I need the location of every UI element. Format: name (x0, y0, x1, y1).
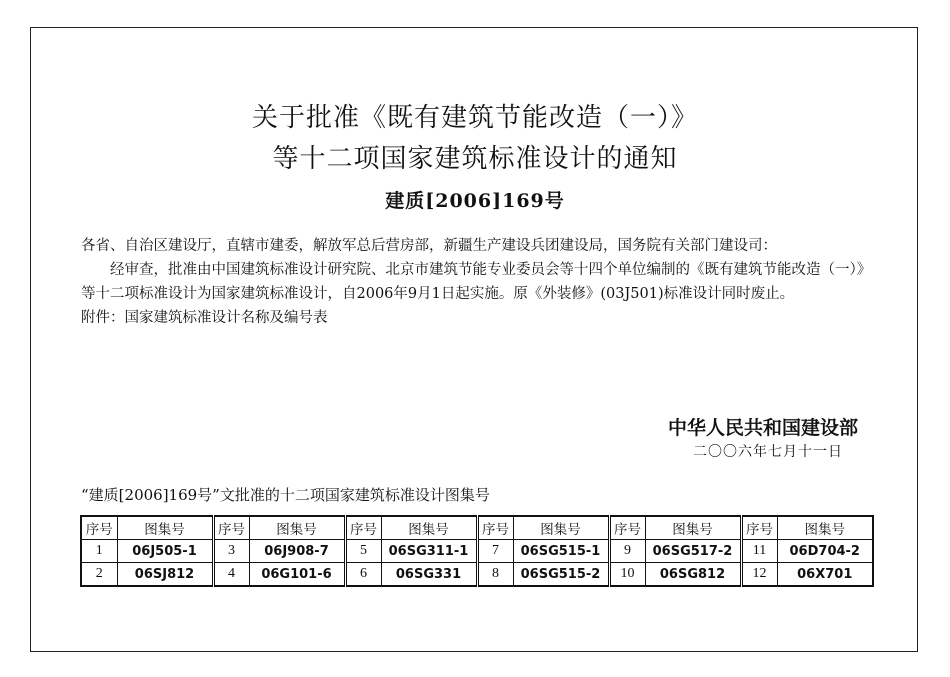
seq-cell: 11 (741, 540, 777, 563)
atlas-code-cell: 06SG311-1 (381, 540, 477, 563)
notice-body (81, 234, 881, 330)
notice-title-line2: 等十二项国家建筑标准设计的通知 (272, 144, 678, 174)
header-code: 图集号 (381, 516, 477, 540)
notice-title-line1: 关于批准《既有建筑节能改造（一）》 (251, 103, 698, 133)
atlas-code-cell: 06G101-6 (249, 563, 345, 587)
header-code: 图集号 (117, 516, 213, 540)
table-row (81, 563, 873, 587)
header-seq: 序号 (477, 516, 513, 540)
header-seq: 序号 (741, 516, 777, 540)
addressee-paragraph: 各省、自治区建设厅，直辖市建委，解放军总后营房部，新疆生产建设兵团建设局，国务院有关部门建设司： (81, 238, 777, 254)
issue-date: 二〇〇六年七月十一日 (693, 444, 843, 460)
atlas-code-cell: 06SJ812 (117, 563, 213, 587)
table-row (81, 540, 873, 563)
atlas-code-cell: 06SG812 (645, 563, 741, 587)
approval-paragraph: 经审查，批准由中国建筑标准设计研究院、北京市建筑节能专业委员会等十四个单位编制的《既有建筑节能改造（一）》等十二项标准设计为国家建筑标准设计，自2006年9月1日起实施。原《外装修》(03J501)标准设计同时废止。 (81, 262, 872, 302)
atlas-code-cell: 06X701 (777, 563, 873, 587)
document-number: 建质[2006]169号 (385, 190, 565, 212)
header-seq: 序号 (213, 516, 249, 540)
seq-cell: 1 (81, 540, 117, 563)
header-code: 图集号 (513, 516, 609, 540)
atlas-code-cell: 06J908-7 (249, 540, 345, 563)
atlas-code-cell: 06SG517-2 (645, 540, 741, 563)
seq-cell: 2 (81, 563, 117, 587)
header-code: 图集号 (777, 516, 873, 540)
atlas-code-cell: 06D704-2 (777, 540, 873, 563)
table-caption: “建质[2006]169号”文批准的十二项国家建筑标准设计图集号 (81, 486, 490, 504)
seq-cell: 10 (609, 563, 645, 587)
header-seq: 序号 (345, 516, 381, 540)
seq-cell: 4 (213, 563, 249, 587)
header-code: 图集号 (249, 516, 345, 540)
seq-cell: 5 (345, 540, 381, 563)
seq-cell: 6 (345, 563, 381, 587)
atlas-code-cell: 06SG515-1 (513, 540, 609, 563)
header-code: 图集号 (645, 516, 741, 540)
header-seq: 序号 (81, 516, 117, 540)
atlas-number-table (80, 515, 874, 587)
atlas-code-cell: 06SG515-2 (513, 563, 609, 587)
seq-cell: 7 (477, 540, 513, 563)
attachment-line: 附件：国家建筑标准设计名称及编号表 (81, 310, 328, 326)
seq-cell: 3 (213, 540, 249, 563)
issuing-authority: 中华人民共和国建设部 (667, 417, 858, 439)
seq-cell: 8 (477, 563, 513, 587)
table-header-row (81, 516, 873, 540)
seq-cell: 12 (741, 563, 777, 587)
atlas-code-cell: 06J505-1 (117, 540, 213, 563)
seq-cell: 9 (609, 540, 645, 563)
atlas-code-cell: 06SG331 (381, 563, 477, 587)
header-seq: 序号 (609, 516, 645, 540)
